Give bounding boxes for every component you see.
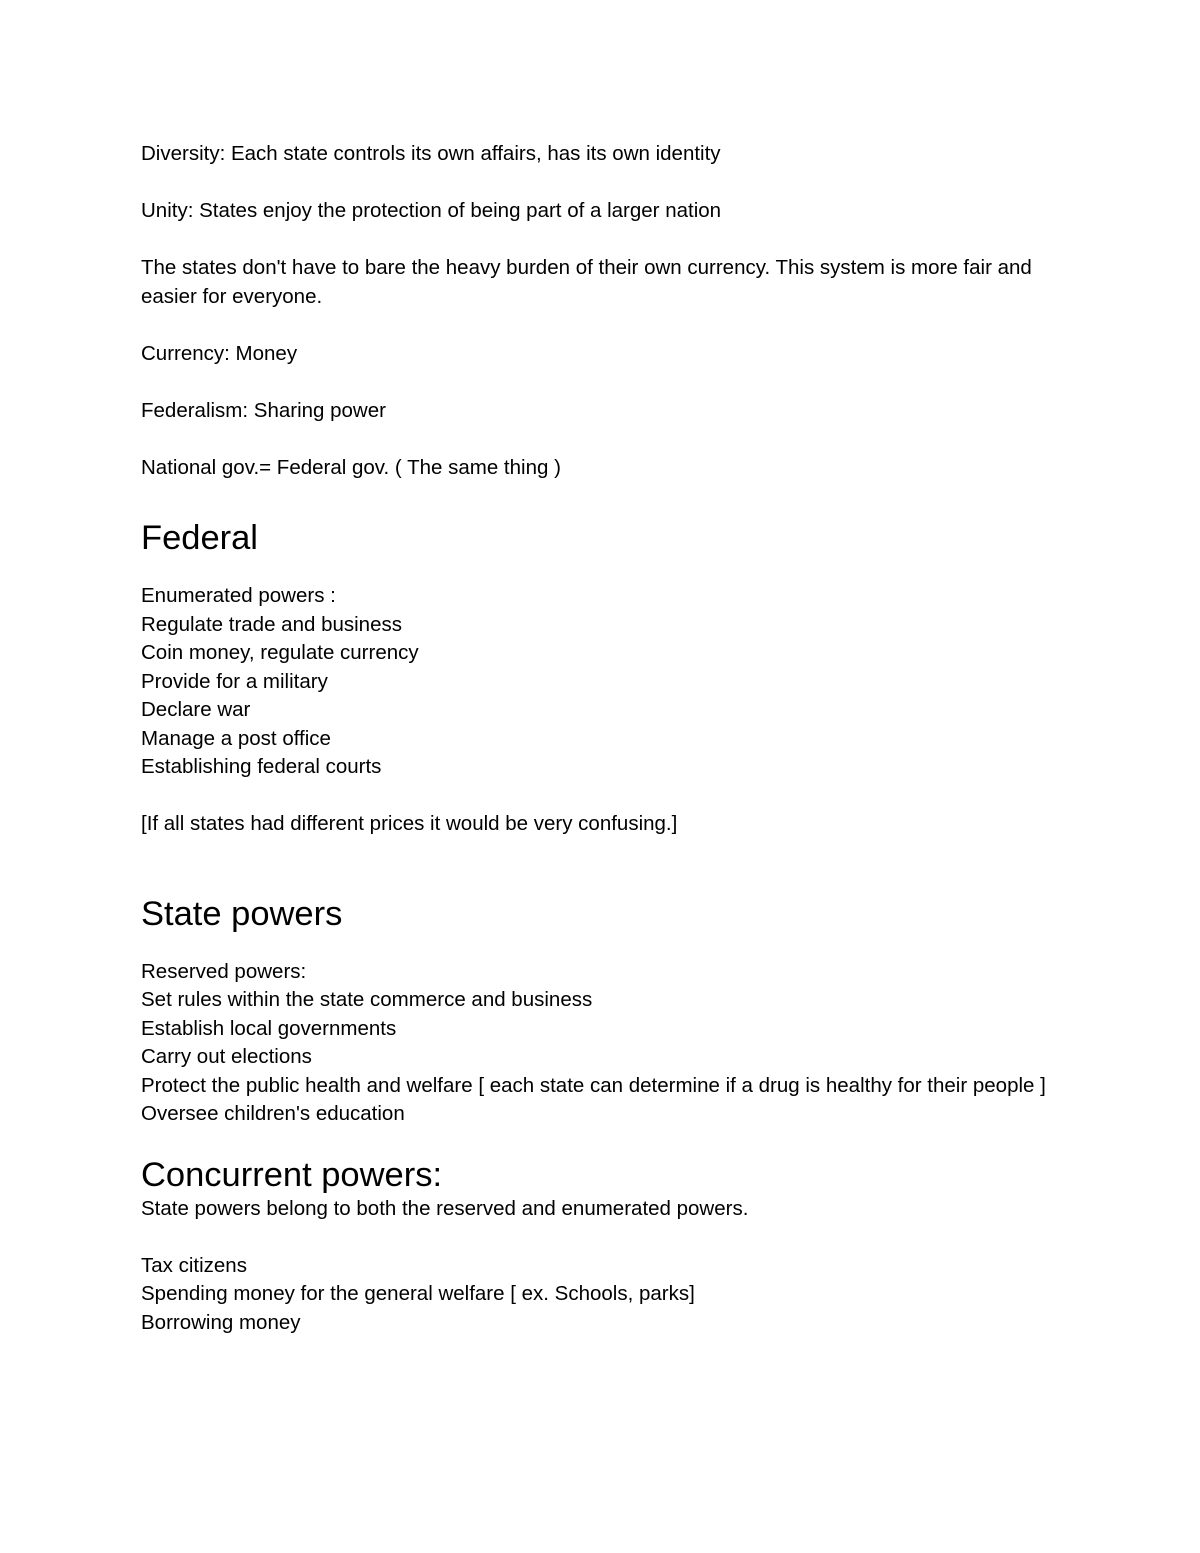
federalism-definition: Federalism: Sharing power xyxy=(141,398,386,422)
currency-burden-paragraph: The states don't have to bare the heavy burden of their own currency. This system is more fair and easier for everyone. xyxy=(141,256,1032,308)
concurrent-powers-heading: Concurrent powers: xyxy=(141,1155,443,1194)
concurrent-powers-intro: State powers belong to both the reserved and enumerated powers. xyxy=(141,1196,749,1220)
diversity-definition: Diversity: Each state controls its own affairs, has its own identity xyxy=(141,142,721,165)
prices-note: [If all states had different prices it would be very confusing.] xyxy=(141,812,678,835)
reserved-powers-label: Reserved powers: xyxy=(141,959,307,983)
state-power-item: Oversee children's education xyxy=(141,1102,405,1125)
national-gov-note: National gov.= Federal gov. ( The same thing ) xyxy=(141,455,561,479)
enumerated-powers-label: Enumerated powers : xyxy=(141,584,336,607)
state-power-item: Establish local governments xyxy=(141,1016,397,1040)
federal-power-item: Manage a post office xyxy=(141,726,331,750)
federal-power-item: Provide for a military xyxy=(141,669,328,693)
unity-definition: Unity: States enjoy the protection of being part of a larger nation xyxy=(141,199,722,222)
federal-power-item: Coin money, regulate currency xyxy=(141,641,419,664)
document-page xyxy=(141,140,1051,1337)
concurrent-power-item: Spending money for the general welfare [ ex. Schools, parks] xyxy=(141,1282,695,1305)
currency-definition: Currency: Money xyxy=(141,341,298,365)
concurrent-power-item: Borrowing money xyxy=(141,1310,301,1334)
federal-power-item: Regulate trade and business xyxy=(141,612,402,636)
state-power-item: Protect the public health and welfare [ each state can determine if a drug is healthy for their people ] xyxy=(141,1073,1046,1097)
concurrent-power-item: Tax citizens xyxy=(141,1253,247,1277)
federal-power-item: Establishing federal courts xyxy=(141,755,382,778)
state-power-item: Carry out elections xyxy=(141,1045,312,1068)
state-powers-heading: State powers xyxy=(141,894,343,933)
state-power-item: Set rules within the state commerce and business xyxy=(141,988,593,1011)
federal-power-item: Declare war xyxy=(141,698,251,721)
federal-heading: Federal xyxy=(141,519,258,557)
